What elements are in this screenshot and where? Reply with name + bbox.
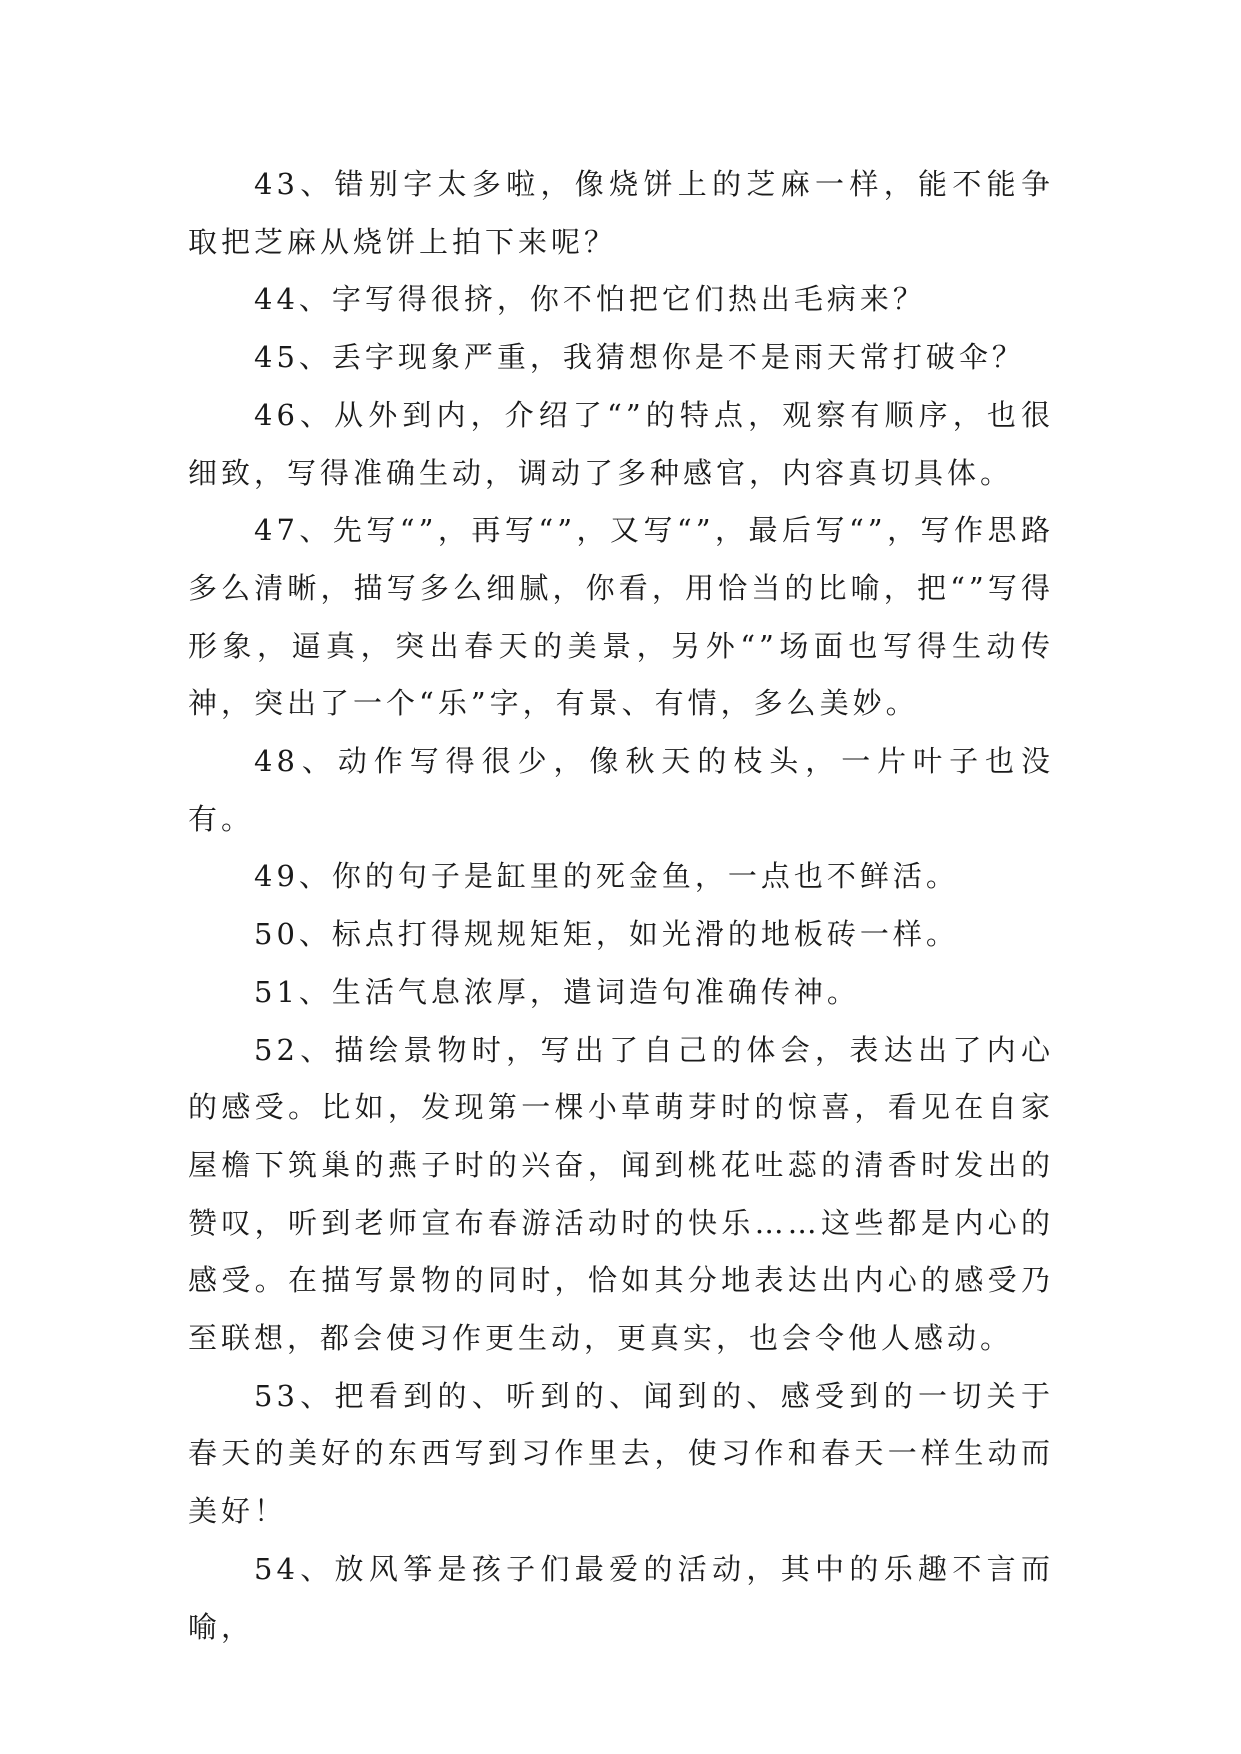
paragraph-44: 44、字写得很挤，你不怕把它们热出毛病来？: [254, 282, 926, 317]
paragraph-46: 46、从外到内，介绍了“”的特点，观察有顺序，也很细致，写得准确生动，调动了多种感官，内容真切具体。: [188, 397, 1054, 490]
paragraph-45: 45、丢字现象严重，我猜想你是不是雨天常打破伞？: [254, 340, 1025, 375]
paragraph-50: 50、标点打得规规矩矩，如光滑的地板砖一样。: [254, 917, 959, 952]
paragraph-53: 53、把看到的、听到的、闻到的、感受到的一切关于春天的美好的东西写到习作里去，使习作和春天一样生动而美好！: [188, 1378, 1054, 1529]
document-body: [188, 156, 1054, 1656]
paragraph-43: 43、错别字太多啦，像烧饼上的芝麻一样，能不能争取把芝麻从烧饼上拍下来呢？: [188, 167, 1054, 259]
paragraph-52: 52、描绘景物时，写出了自己的体会，表达出了内心的感受。比如，发现第一棵小草萌芽时的惊喜，看见在自家屋檐下筑巢的燕子时的兴奋，闻到桃花吐蕊的清香时发出的赞叹，听到老师宣布春游活动时的快乐……这些都是内心的感受。在描写景物的同时，恰如其分地表达出内心的感受乃至联想，都会使习作更生动，更真实，也会令他人感动。: [188, 1032, 1054, 1356]
paragraph-49: 49、你的句子是缸里的死金鱼，一点也不鲜活。: [254, 859, 959, 894]
paragraph-51: 51、生活气息浓厚，遣词造句准确传神。: [254, 974, 860, 1009]
paragraph-47: 47、先写“”，再写“”，又写“”，最后写“”，写作思路多么清晰，描写多么细腻，你看，用恰当的比喻，把“”写得形象，逼真，突出春天的美景，另外“”场面也写得生动传神，突出了一个“乐”字，有景、有情，多么美妙。: [188, 513, 1054, 721]
paragraph-48: 48、动作写得很少，像秋天的枝头，一片叶子也没有。: [188, 744, 1054, 836]
paragraph-54: 54、放风筝是孩子们最爱的活动，其中的乐趣不言而喻，: [188, 1551, 1054, 1644]
